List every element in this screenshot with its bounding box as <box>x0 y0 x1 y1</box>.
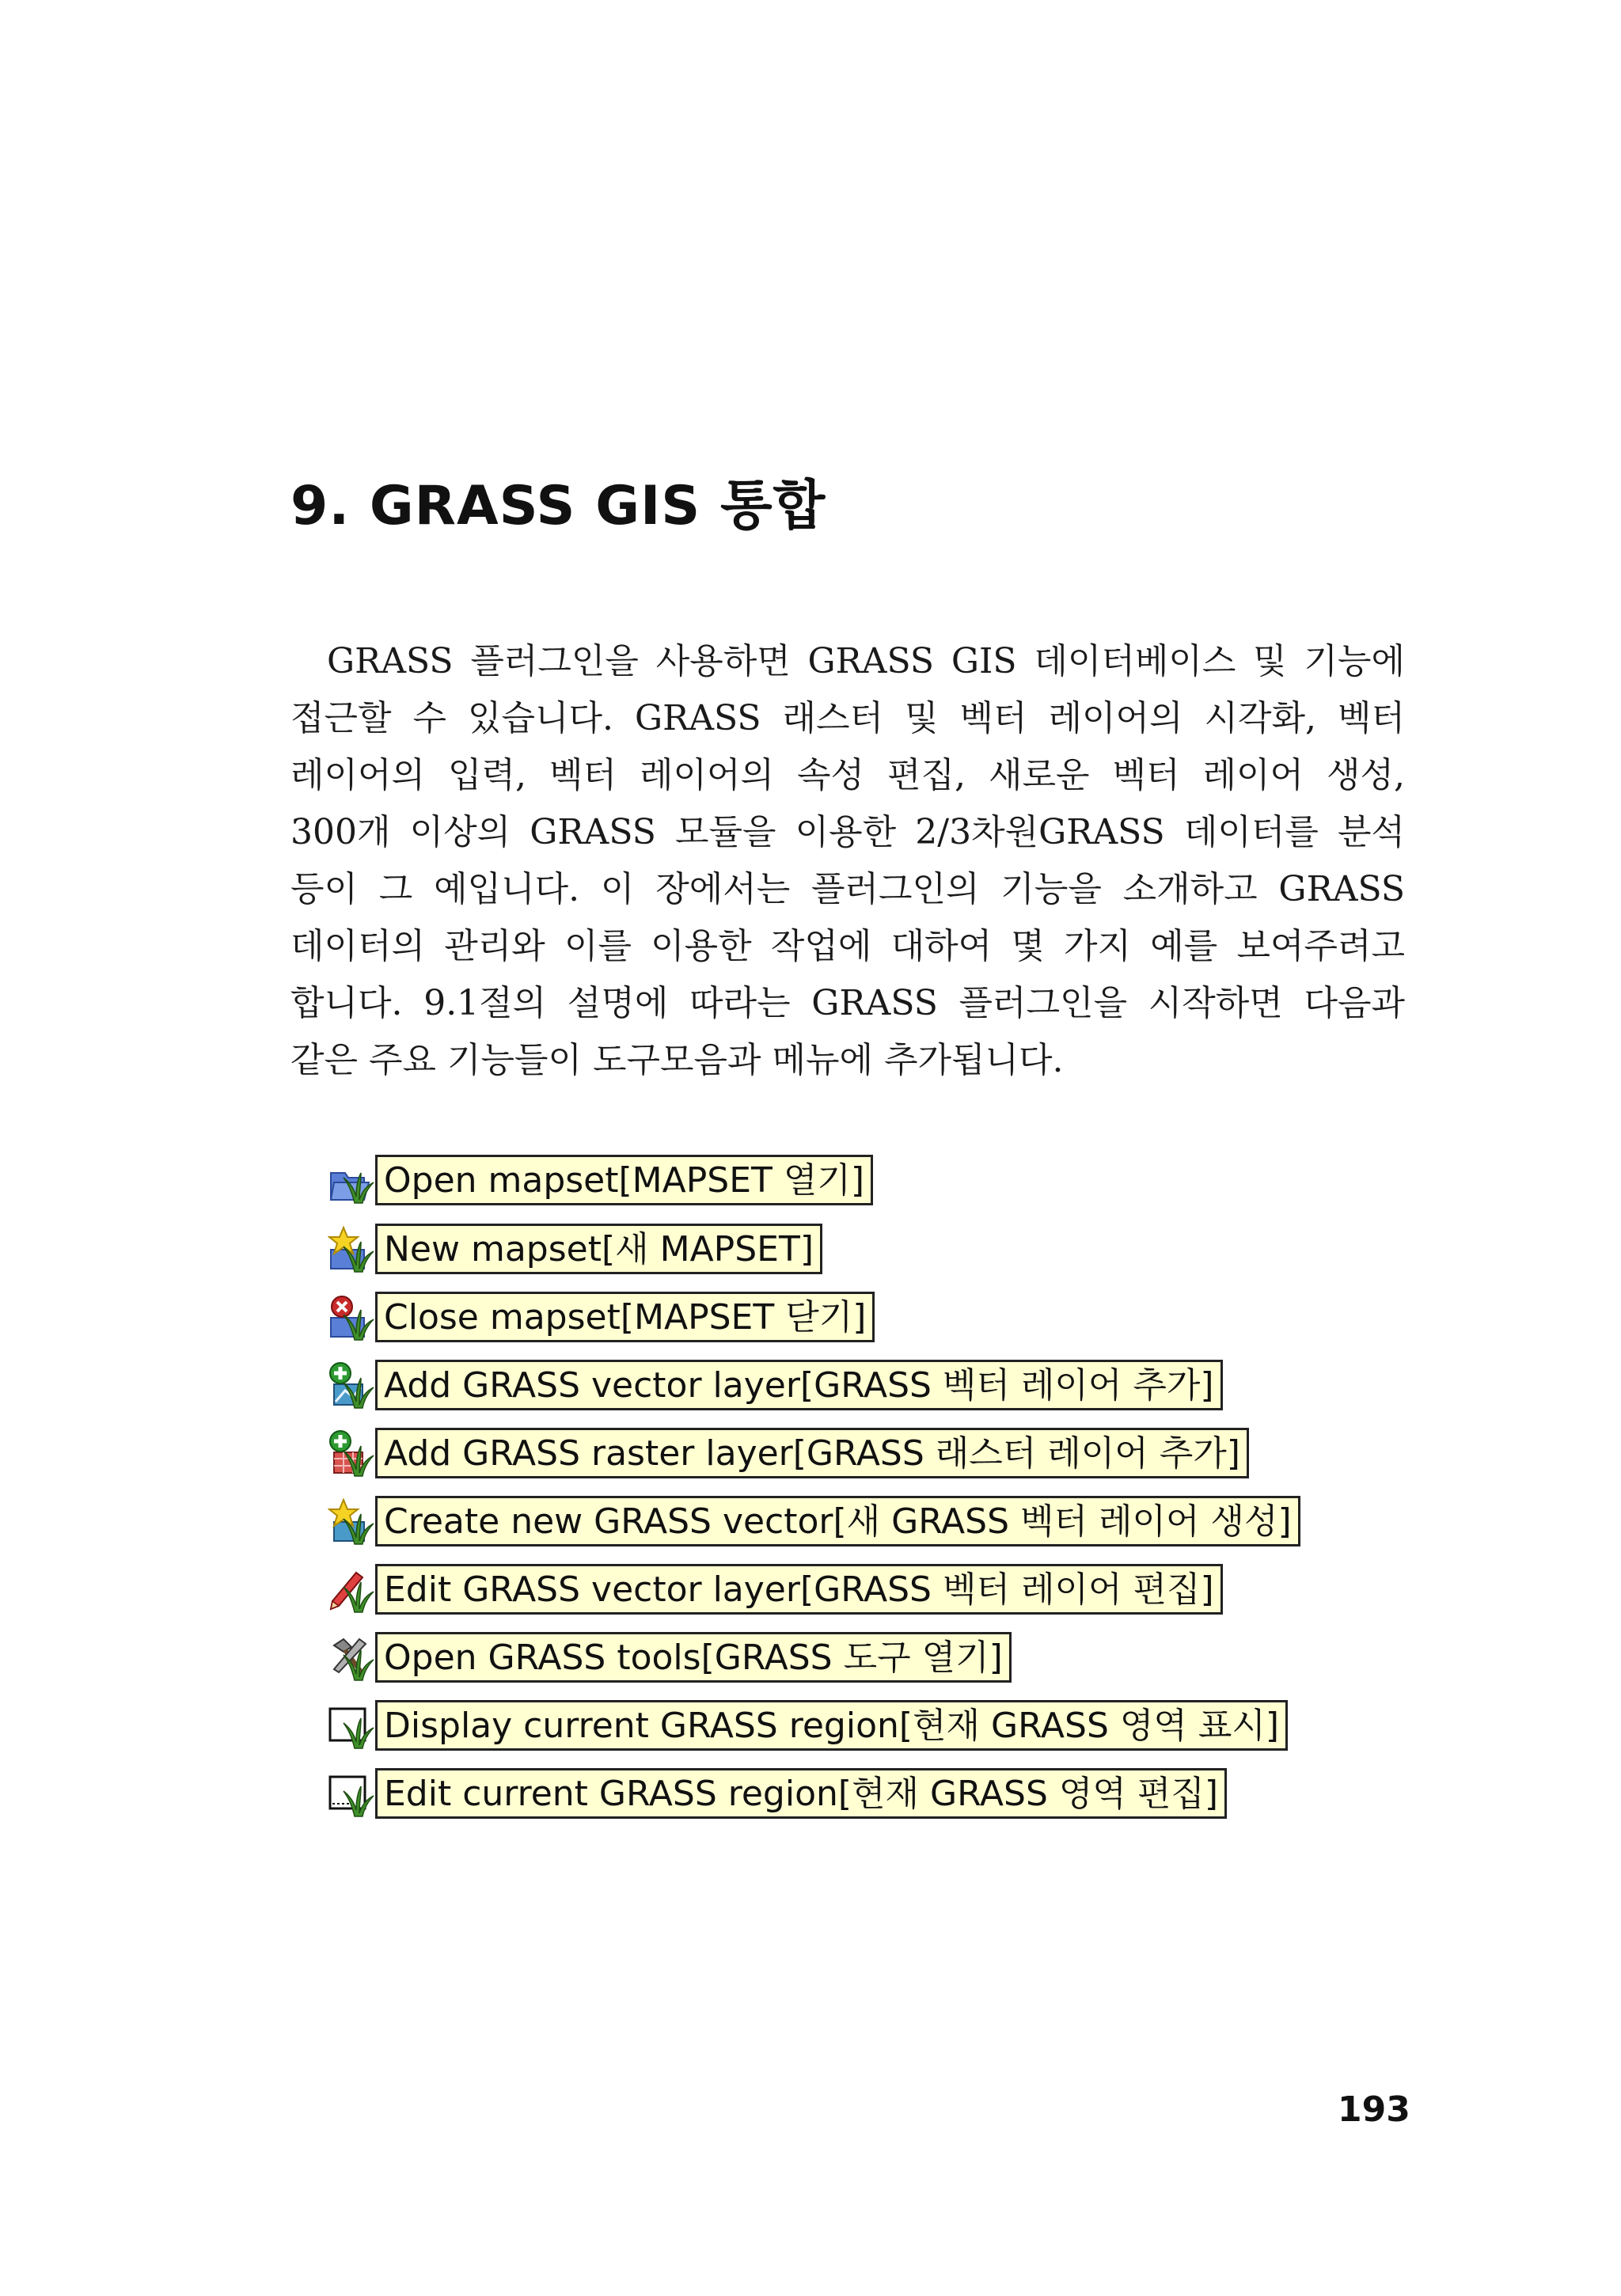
tool-item-grass-tools[interactable] <box>328 1631 1012 1683</box>
edit-vector-icon <box>328 1565 377 1614</box>
tool-label: Open GRASS tools[GRASS 도구 열기] <box>375 1632 1012 1683</box>
new-mapset-icon <box>328 1224 377 1273</box>
page-number: 193 <box>1338 2089 1410 2130</box>
tool-label: Display current GRASS region[현재 GRASS 영역 표시] <box>375 1700 1288 1751</box>
tool-label: Edit GRASS vector layer[GRASS 벡터 레이어 편집] <box>375 1564 1223 1615</box>
add-vector-icon <box>328 1361 377 1410</box>
tool-label: Create new GRASS vector[새 GRASS 벡터 레이어 생성] <box>375 1496 1300 1546</box>
tool-item-open-mapset[interactable] <box>328 1154 873 1206</box>
page-title: 9. GRASS GIS 통합 <box>290 475 826 537</box>
paragraph-line: 같은 주요 기능들이 도구모음과 메뉴에 추가됩니다. <box>290 1040 1064 1080</box>
create-vector-icon <box>328 1497 377 1546</box>
paragraph-line: 합니다. 9.1절의 설명에 따라는 GRASS 플러그인을 시작하면 다음과 <box>290 983 1405 1023</box>
tool-label: Close mapset[MAPSET 닫기] <box>375 1292 875 1342</box>
paragraph-line: 접근할 수 있습니다. GRASS 래스터 및 벡터 레이어의 시각화, 벡터 <box>290 698 1405 738</box>
edit-region-icon <box>328 1769 377 1818</box>
tool-item-edit-region[interactable] <box>328 1767 1227 1820</box>
paragraph-line: 레이어의 입력, 벡터 레이어의 속성 편집, 새로운 벡터 레이어 생성, <box>290 755 1406 795</box>
paragraph-line: 데이터의 관리와 이를 이용한 작업에 대하여 몇 가지 예를 보여주려고 <box>290 926 1405 966</box>
tool-item-display-region[interactable] <box>328 1699 1288 1751</box>
open-mapset-icon <box>328 1156 377 1205</box>
grass-tools-icon <box>328 1633 377 1682</box>
intro-paragraph <box>290 633 1405 1089</box>
tool-item-add-raster[interactable] <box>328 1427 1249 1479</box>
tool-item-add-vector[interactable] <box>328 1359 1223 1411</box>
paragraph-line: GRASS 플러그인을 사용하면 GRASS GIS 데이터베이스 및 기능에 <box>327 641 1405 681</box>
close-mapset-icon <box>328 1292 377 1342</box>
tool-label: New mapset[새 MAPSET] <box>375 1224 822 1274</box>
tool-item-close-mapset[interactable] <box>328 1291 875 1343</box>
tool-item-create-vector[interactable] <box>328 1495 1300 1547</box>
tool-label: Edit current GRASS region[현재 GRASS 영역 편집] <box>375 1768 1227 1819</box>
display-region-icon <box>328 1701 377 1750</box>
add-raster-icon <box>328 1429 377 1478</box>
tool-label: Open mapset[MAPSET 열기] <box>375 1155 873 1205</box>
paragraph-line: 등이 그 예입니다. 이 장에서는 플러그인의 기능을 소개하고 GRASS <box>290 869 1405 909</box>
tool-label: Add GRASS vector layer[GRASS 벡터 레이어 추가] <box>375 1360 1223 1410</box>
paragraph-line: 300개 이상의 GRASS 모듈을 이용한 2/3차원GRASS 데이터를 분석 <box>290 812 1405 852</box>
tool-item-edit-vector[interactable] <box>328 1563 1223 1615</box>
tool-item-new-mapset[interactable] <box>328 1223 822 1275</box>
tool-label: Add GRASS raster layer[GRASS 래스터 레이어 추가] <box>375 1428 1249 1478</box>
